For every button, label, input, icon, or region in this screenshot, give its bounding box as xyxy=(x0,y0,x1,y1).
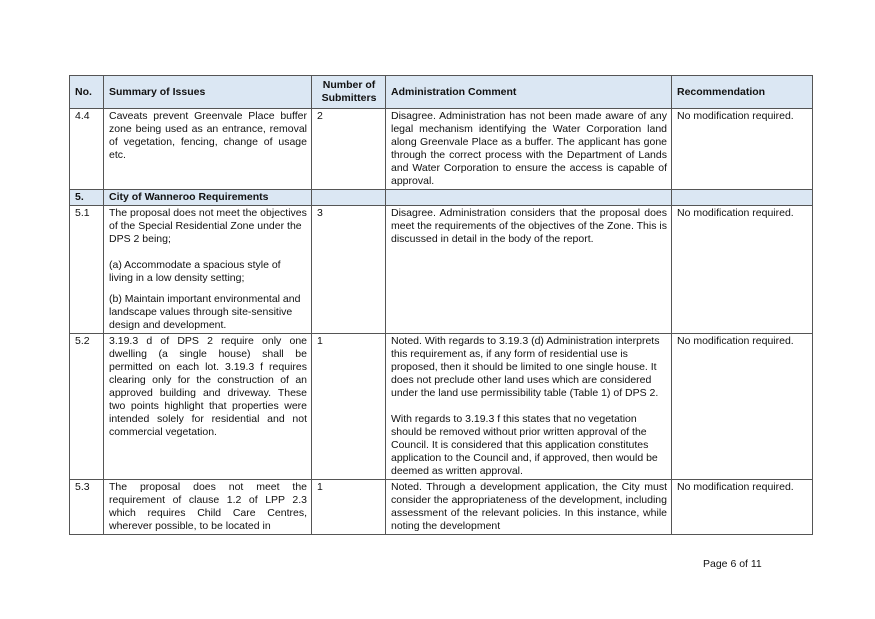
submitter-count: 3 xyxy=(312,206,386,334)
summary-paragraph: The proposal does not meet the objectives of the Special Residential Zone under the DPS 2 being; xyxy=(109,207,307,245)
submitter-count: 2 xyxy=(312,109,386,190)
issue-summary: 3.19.3 d of DPS 2 require only one dwelling (a single house) shall be permitted on each lot. 3.19.3 f requires clearing only for the construction of an approved building and driveway. These two points highlight that properties were intended solely for residential and not commercial vegetation. xyxy=(104,334,312,480)
table-row xyxy=(70,334,813,480)
header-submitters: Number of Submitters xyxy=(312,76,386,109)
recommendation: No modification required. xyxy=(672,480,813,535)
row-number: 5.3 xyxy=(70,480,104,535)
recommendation: No modification required. xyxy=(672,206,813,334)
table-row xyxy=(70,480,813,535)
comment-paragraph: Noted. With regards to 3.19.3 (d) Administration interprets this requirement as, if any form of residential use is proposed, then it should be limited to one single house. It does not preclude other land uses which are considered under the land use permissibility table (Table 1) of DPS 2. xyxy=(391,335,660,399)
recommendation: No modification required. xyxy=(672,109,813,190)
admin-comment xyxy=(386,334,672,480)
header-comment: Administration Comment xyxy=(386,76,672,109)
submissions-table xyxy=(69,75,813,535)
issue-summary xyxy=(104,206,312,334)
table-row xyxy=(70,109,813,190)
section-title: City of Wanneroo Requirements xyxy=(104,190,312,206)
issue-summary: The proposal does not meet the requirement of clause 1.2 of LPP 2.3 which requires Child Care Centres, wherever possible, to be located in xyxy=(104,480,312,535)
header-no: No. xyxy=(70,76,104,109)
header-recommendation: Recommendation xyxy=(672,76,813,109)
section-row xyxy=(70,190,813,206)
header-summary: Summary of Issues xyxy=(104,76,312,109)
admin-comment: Disagree. Administration considers that the proposal does meet the requirements of the objectives of the Zone. This is discussed in detail in the body of the report. xyxy=(386,206,672,334)
page-number: Page 6 of 11 xyxy=(703,558,762,570)
summary-paragraph: (b) Maintain important environmental and landscape values through site-sensitive design and development. xyxy=(109,293,301,331)
row-number: 5.1 xyxy=(70,206,104,334)
submitter-count: 1 xyxy=(312,334,386,480)
submitter-count: 1 xyxy=(312,480,386,535)
admin-comment: Disagree. Administration has not been made aware of any legal mechanism identifying the Water Corporation land along Greenvale Place as a buffer. The applicant has gone through the correct process with the Department of Lands and Water Corporation to ensure the access is capable of approval. xyxy=(386,109,672,190)
admin-comment: Noted. Through a development application, the City must consider the appropriateness of the development, including assessment of the relevant policies. In this instance, while noting the development xyxy=(386,480,672,535)
issue-summary: Caveats prevent Greenvale Place buffer zone being used as an entrance, removal of vegetation, fencing, change of usage etc. xyxy=(104,109,312,190)
table-header-row xyxy=(70,76,813,109)
comment-paragraph: With regards to 3.19.3 f this states that no vegetation should be removed without prior written approval of the Council. It is considered that this application constitutes application to the Council and, if approved, then would be deemed as written approval. xyxy=(391,413,658,477)
table-row xyxy=(70,206,813,334)
summary-paragraph: (a) Accommodate a spacious style of living in a low density setting; xyxy=(109,259,281,284)
row-number: 5.2 xyxy=(70,334,104,480)
section-number: 5. xyxy=(70,190,104,206)
recommendation: No modification required. xyxy=(672,334,813,480)
row-number: 4.4 xyxy=(70,109,104,190)
